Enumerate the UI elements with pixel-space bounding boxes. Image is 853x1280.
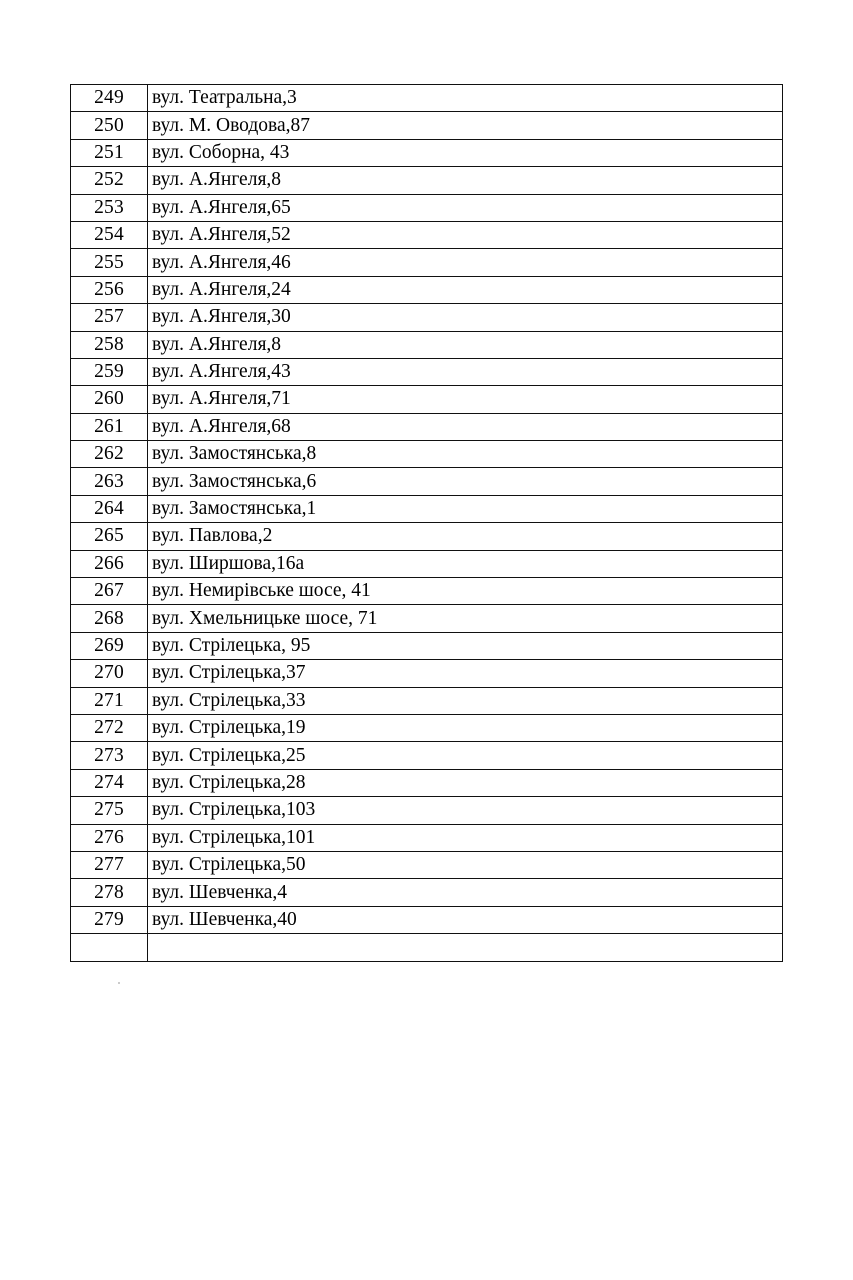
row-address: вул. А.Янгеля,43 [148, 358, 783, 385]
table-row [71, 468, 783, 495]
row-number: 264 [71, 495, 148, 522]
row-number: 249 [71, 85, 148, 112]
row-address: вул. А.Янгеля,8 [148, 167, 783, 194]
row-number: 260 [71, 386, 148, 413]
row-address: вул. Ширшова,16а [148, 550, 783, 577]
table-row [71, 221, 783, 248]
row-number [71, 934, 148, 962]
row-address: вул. Стрілецька,37 [148, 660, 783, 687]
table-row [71, 139, 783, 166]
table-row [71, 194, 783, 221]
row-address: вул. Театральна,3 [148, 85, 783, 112]
table-row [71, 85, 783, 112]
table-row [71, 276, 783, 303]
row-address: вул. Замостянська,8 [148, 441, 783, 468]
table-row [71, 714, 783, 741]
row-number: 278 [71, 879, 148, 906]
row-number: 272 [71, 714, 148, 741]
row-address: вул. А.Янгеля,8 [148, 331, 783, 358]
table-row [71, 879, 783, 906]
row-number: 261 [71, 413, 148, 440]
table-row [71, 304, 783, 331]
row-address: вул. Стрілецька,103 [148, 797, 783, 824]
row-address: вул. Стрілецька,50 [148, 851, 783, 878]
row-address: вул. Соборна, 43 [148, 139, 783, 166]
row-address: вул. Замостянська,1 [148, 495, 783, 522]
row-number: 269 [71, 632, 148, 659]
row-address: вул. Замостянська,6 [148, 468, 783, 495]
row-address: вул. Стрілецька,19 [148, 714, 783, 741]
row-number: 279 [71, 906, 148, 933]
table-row [71, 906, 783, 933]
row-number: 252 [71, 167, 148, 194]
row-number: 257 [71, 304, 148, 331]
row-address: вул. А.Янгеля,46 [148, 249, 783, 276]
table-row [71, 660, 783, 687]
row-address: вул. Павлова,2 [148, 523, 783, 550]
row-number: 268 [71, 605, 148, 632]
row-number: 262 [71, 441, 148, 468]
address-table-body [71, 85, 783, 962]
table-row [71, 769, 783, 796]
row-address: вул. Стрілецька,25 [148, 742, 783, 769]
row-number: 273 [71, 742, 148, 769]
row-number: 259 [71, 358, 148, 385]
table-row [71, 797, 783, 824]
address-table [70, 84, 783, 962]
row-number: 254 [71, 221, 148, 248]
row-number: 277 [71, 851, 148, 878]
row-address: вул. А.Янгеля,52 [148, 221, 783, 248]
table-row [71, 523, 783, 550]
row-address: вул. А.Янгеля,71 [148, 386, 783, 413]
row-address: вул. А.Янгеля,65 [148, 194, 783, 221]
row-number: 276 [71, 824, 148, 851]
row-address: вул. Немирівське шосе, 41 [148, 578, 783, 605]
table-row [71, 386, 783, 413]
table-row [71, 824, 783, 851]
row-number: 274 [71, 769, 148, 796]
row-address [148, 934, 783, 962]
table-row [71, 249, 783, 276]
row-number: 275 [71, 797, 148, 824]
row-number: 250 [71, 112, 148, 139]
table-row [71, 495, 783, 522]
row-address: вул. Шевченка,4 [148, 879, 783, 906]
row-number: 255 [71, 249, 148, 276]
table-row [71, 605, 783, 632]
row-address: вул. Стрілецька,28 [148, 769, 783, 796]
table-row [71, 413, 783, 440]
table-row [71, 687, 783, 714]
table-row-empty [71, 934, 783, 962]
row-address: вул. М. Оводова,87 [148, 112, 783, 139]
row-address: вул. А.Янгеля,24 [148, 276, 783, 303]
row-number: 253 [71, 194, 148, 221]
row-address: вул. А.Янгеля,30 [148, 304, 783, 331]
row-address: вул. А.Янгеля,68 [148, 413, 783, 440]
row-number: 265 [71, 523, 148, 550]
row-number: 270 [71, 660, 148, 687]
row-number: 258 [71, 331, 148, 358]
table-row [71, 358, 783, 385]
row-number: 271 [71, 687, 148, 714]
table-row [71, 550, 783, 577]
table-row [71, 441, 783, 468]
row-number: 266 [71, 550, 148, 577]
scan-speck [118, 982, 120, 984]
table-row [71, 851, 783, 878]
table-row [71, 578, 783, 605]
table-row [71, 112, 783, 139]
row-number: 256 [71, 276, 148, 303]
row-address: вул. Стрілецька,101 [148, 824, 783, 851]
row-address: вул. Шевченка,40 [148, 906, 783, 933]
table-row [71, 632, 783, 659]
row-number: 263 [71, 468, 148, 495]
row-number: 251 [71, 139, 148, 166]
row-address: вул. Хмельницьке шосе, 71 [148, 605, 783, 632]
row-address: вул. Стрілецька,33 [148, 687, 783, 714]
row-address: вул. Стрілецька, 95 [148, 632, 783, 659]
table-row [71, 742, 783, 769]
table-row [71, 331, 783, 358]
table-row [71, 167, 783, 194]
row-number: 267 [71, 578, 148, 605]
